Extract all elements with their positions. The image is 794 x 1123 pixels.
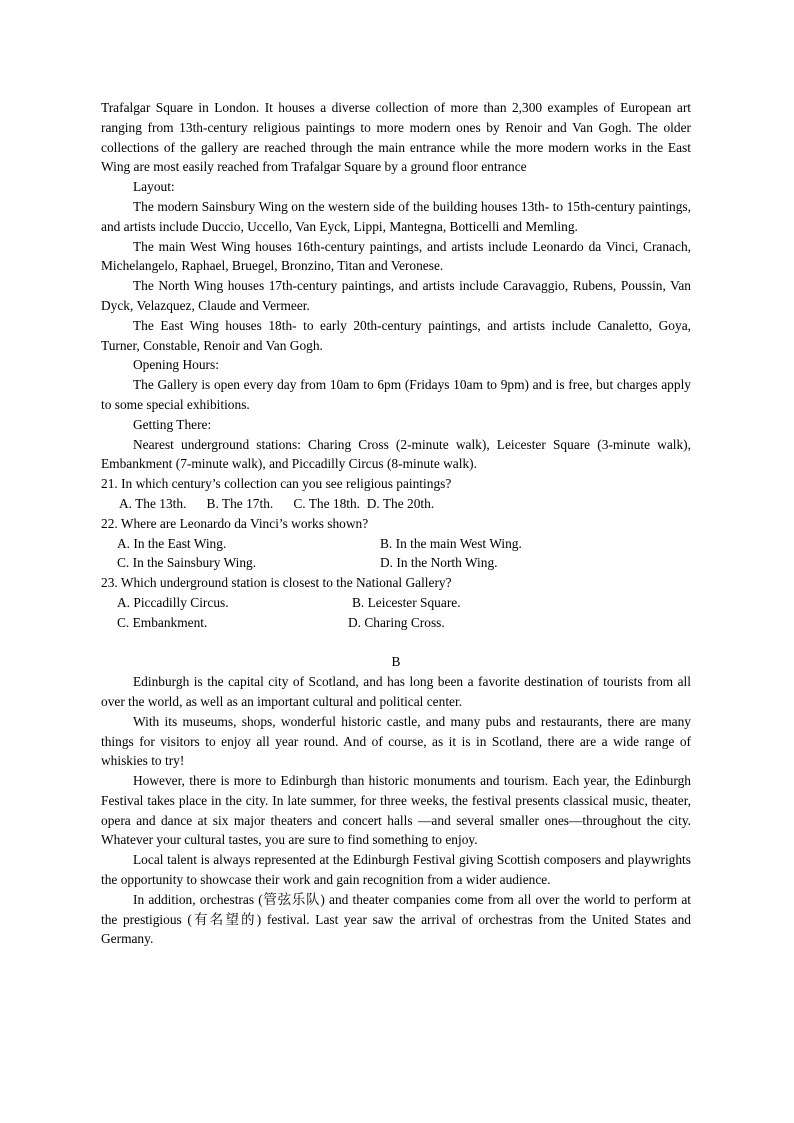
east-wing-paragraph: The East Wing houses 18th- to early 20th-century paintings, and artists include Canaletto, Goya, Turner, Constable, Renoir and Van Gogh. (101, 317, 691, 353)
opening-hours-heading: Opening Hours: (133, 357, 219, 373)
passage-b-paragraph-4: Local talent is always represented at the Edinburgh Festival giving Scottish composers and playwrights the opportunity to showcase their work and gain recognition from a wider audience. (101, 852, 691, 888)
question-22-options-row-1 (101, 534, 691, 554)
question-23-option-a: A. Piccadilly Circus. (117, 594, 229, 610)
question-22-option-b: B. In the main West Wing. (380, 535, 522, 551)
passage-b-paragraph-3: However, there is more to Edinburgh than historic monuments and tourism. Each year, the Edinburgh Festival takes place in the city. In late summer, for three weeks, the festival presents classical music, theater, opera and dance at six major theaters and concert halls —and several smaller ones—throughout the city. Whatever your cultural tastes, you are sure to find something to enjoy. (101, 773, 691, 848)
question-22-option-d: D. In the North Wing. (380, 555, 498, 571)
question-22-options-row-2 (101, 553, 691, 573)
getting-there-heading: Getting There: (133, 416, 212, 432)
passage-b-label: B (391, 654, 401, 670)
passage-b-paragraph-1: Edinburgh is the capital city of Scotland, and has long been a favorite destination of tourists from all over the world, as well as an important cultural and political center. (101, 674, 691, 709)
section-gap (101, 633, 691, 653)
question-23-options-row-1 (101, 593, 691, 613)
question-23: 23. Which underground station is closest to the National Gallery? (101, 575, 452, 591)
opening-hours-paragraph: The Gallery is open every day from 10am to 6pm (Fridays 10am to 9pm) and is free, but charges apply to some special exhibitions. (101, 377, 691, 412)
question-21: 21. In which century’s collection can you see religious paintings? (101, 476, 452, 492)
passage-b-paragraph-5: In addition, orchestras (管弦乐队) and theater companies come from all over the world to perform at the prestigious (有名望的) festival. Last year saw the arrival of orchestras from the United States and Germany. (101, 891, 691, 947)
question-23-option-b: B. Leicester Square. (352, 594, 461, 610)
north-wing-paragraph: The North Wing houses 17th-century paintings, and artists include Caravaggio, Rubens, Poussin, Van Dyck, Velazquez, Claude and Vermeer. (101, 278, 691, 313)
getting-there-paragraph: Nearest underground stations: Charing Cross (2-minute walk), Leicester Square (3-minute walk), Embankment (7-minute walk), and Piccadilly Circus (8-minute walk). (101, 436, 691, 472)
passage-a-intro: Trafalgar Square in London. It houses a diverse collection of more than 2,300 examples of European art ranging from 13th-century religious paintings to more modern ones by Renoir and Van Gogh. The older collections of the gallery are reached through the main entrance while the more modern works in the East Wing are most easily reached from Trafalgar Square by a ground floor entrance (101, 100, 691, 175)
question-23-option-d: D. Charing Cross. (348, 614, 445, 630)
question-21-options: A. The 13th. B. The 17th. C. The 18th. D. The 20th. (119, 495, 435, 511)
west-wing-paragraph: The main West Wing houses 16th-century paintings, and artists include Leonardo da Vinci, Cranach, Michelangelo, Raphael, Bruegel, Bronzino, Titan and Veronese. (101, 238, 691, 274)
sainsbury-wing-paragraph: The modern Sainsbury Wing on the western side of the building houses 13th- to 15th-century paintings, and artists include Duccio, Uccello, Van Eyck, Lippi, Mantegna, Botticelli and Memling. (101, 198, 691, 234)
question-22-option-c: C. In the Sainsbury Wing. (117, 555, 257, 571)
question-22: 22. Where are Leonardo da Vinci’s works shown? (101, 515, 369, 531)
document-page (101, 98, 691, 949)
question-23-option-c: C. Embankment. (117, 614, 208, 630)
layout-heading: Layout: (133, 179, 175, 195)
question-22-option-a: A. In the East Wing. (117, 535, 227, 551)
passage-b-paragraph-2: With its museums, shops, wonderful historic castle, and many pubs and restaurants, there are many things for visitors to enjoy all year round. And of course, as it is in Scotland, there are a wide range of whiskies to try! (101, 713, 691, 769)
question-23-options-row-2 (101, 613, 691, 633)
